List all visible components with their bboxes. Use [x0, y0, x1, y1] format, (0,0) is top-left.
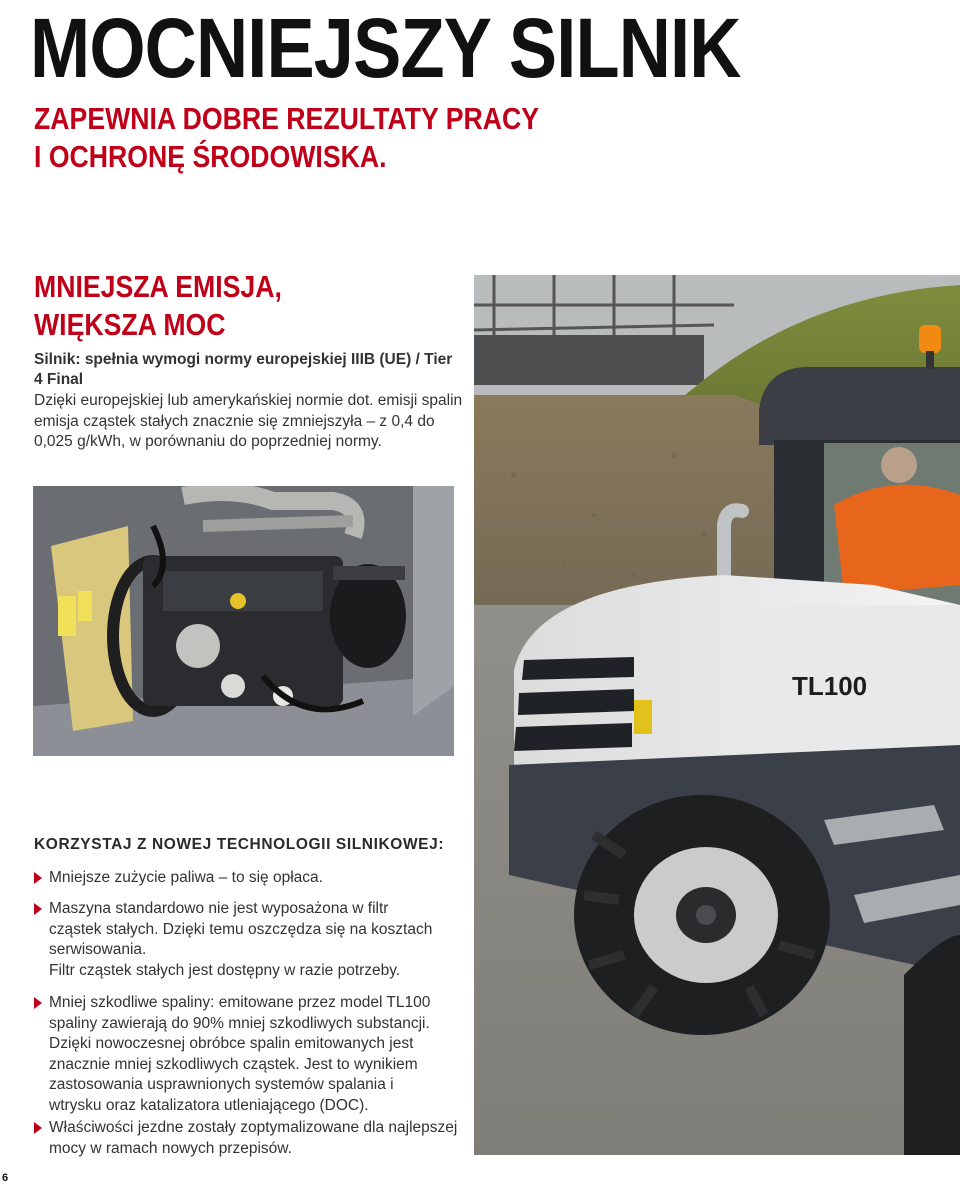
benefit-line: spaliny zawierają do 90% mniej szkodliwych substancji. [49, 1014, 430, 1032]
benefit-line: zastosowania usprawnionych systemów spalania i [49, 1076, 394, 1093]
page-subtitle [34, 100, 567, 176]
benefit-line: cząstek stałych. Dzięki temu oszczędza się na kosztach [49, 920, 433, 938]
benefit-line: Właściwości jezdne zostały zoptymalizowane dla najlepszej [49, 1119, 458, 1136]
subtitle-line-2: I OCHRONĘ ŚRODOWISKA. [34, 139, 387, 174]
benefit-item [34, 993, 474, 1116]
page-number: 6 [2, 1172, 9, 1184]
benefit-item [34, 868, 474, 889]
benefit-line: znacznie mniej szkodliwych cząstek. Jest to wynikiem [49, 1055, 418, 1073]
benefit-line: Mniejsze zużycie paliwa – to się opłaca. [49, 869, 323, 886]
benefit-line: Dzięki nowoczesnej obróbce spalin emitowanych jest [49, 1035, 414, 1052]
benefit-line: wtrysku oraz katalizatora utleniającego (DOC). [49, 1096, 369, 1114]
benefit-line: mocy w ramach nowych przepisów. [49, 1139, 292, 1157]
benefit-line: Maszyna standardowo nie jest wyposażona w filtr [49, 900, 389, 917]
benefit-line: serwisowania. [49, 941, 147, 958]
tl100-badge: TL100 [792, 671, 868, 701]
subtitle-line-1: ZAPEWNIA DOBRE REZULTATY PRACY [34, 101, 540, 136]
wheel-loader-photo [474, 275, 960, 1155]
bullet-arrow-icon [34, 997, 42, 1009]
emission-heading-line-2: WIĘKSZA MOC [34, 307, 226, 342]
bullet-arrow-icon [34, 872, 42, 884]
benefit-item [34, 899, 474, 981]
engine-emission-text: Dzięki europejskiej lub amerykańskiej normie dot. emisji spalin emisja cząstek stałych znacznie się zmniejszyła – z 0,4 do 0,025 g/kWh, w porównaniu do poprzedniej normy. [34, 392, 463, 450]
bullet-arrow-icon [34, 903, 42, 915]
emission-heading [34, 268, 395, 344]
engine-standard-lead: Silnik: spełnia wymogi normy europejskiej IIIB (UE) / Tier 4 Final [34, 351, 453, 388]
benefit-line: Filtr cząstek stałych jest dostępny w razie potrzeby. [49, 961, 401, 979]
benefit-line: Mniej szkodliwe spaliny: emitowane przez model TL100 [49, 994, 431, 1011]
emission-heading-line-1: MNIEJSZA EMISJA, [34, 269, 282, 304]
benefit-item [34, 1118, 474, 1159]
bullet-arrow-icon [34, 1122, 42, 1134]
benefits-heading: KORZYSTAJ Z NOWEJ TECHNOLOGII SILNIKOWEJ: [34, 836, 445, 853]
engine-photo [33, 486, 454, 756]
page-title: MOCNIEJSZY SILNIK [30, 1, 741, 95]
